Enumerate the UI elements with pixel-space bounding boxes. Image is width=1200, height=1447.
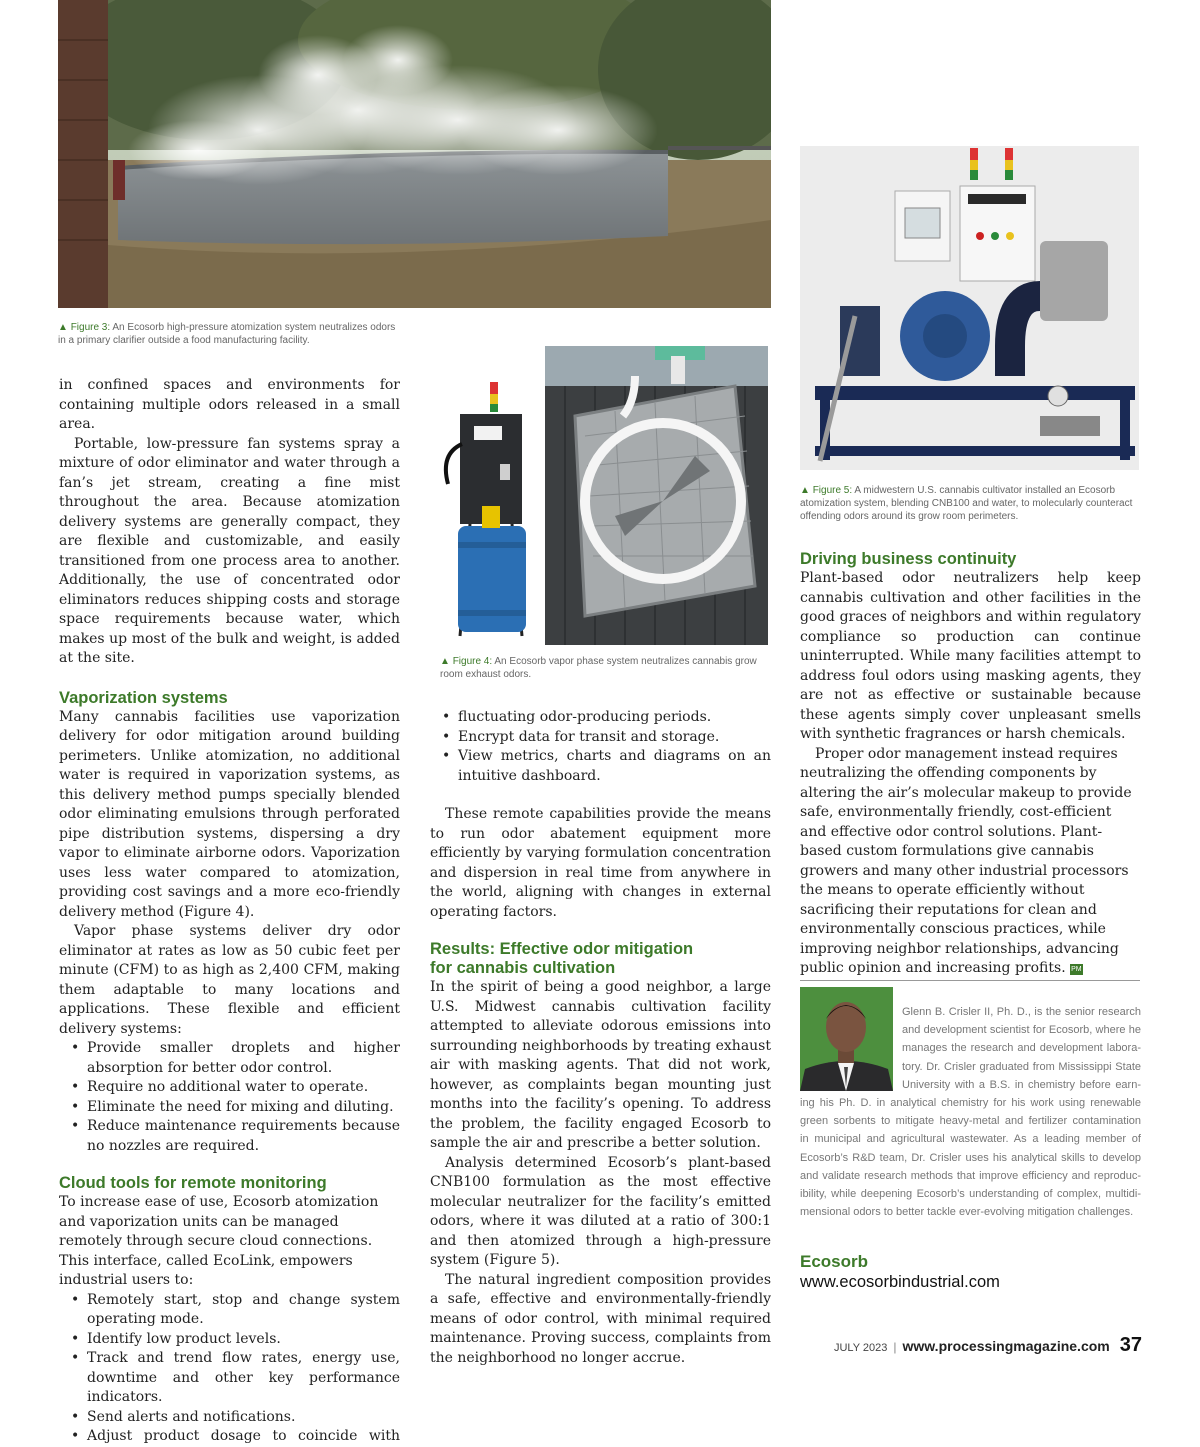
figure5-text: A midwestern U.S. cannabis cultivator installed an Ecosorb atomization system, blending CNB100 and water, to molecularly counteract offending odors around its grow room perimeters. [800,485,1133,522]
figure3-caption [58,321,398,347]
col2-paragraph-3: Analysis determined Ecosorb’s plant-based CNB100 formulation as the most effective molecular neutralizer for the facility’s emitted odors, where it was diluted at a ratio of 300:1 and then atomized through a high-pressure system (Figure 5). [430,1154,771,1268]
figure5-caption [800,484,1135,523]
bio-line: tory. Dr. Crisler graduated from Mississippi State [902,1060,1141,1073]
col2-paragraph-1: These remote capabilities provide the means to run odor abatement equipment more efficiently by varying formulation concentration and dispersion in real time from anywhere in the world, aligning with changes in external operating factors. [430,806,771,920]
list-item: • Provide smaller droplets and higher absorption for better odor control. [59,1039,400,1078]
col2-paragraph-2: In the spirit of being a good neighbor, a large U.S. Midwest cannabis cultivation facility attempted to alleviate odorous emissions into surrounding neighborhoods by treating exhaust air with masking agents. That did not work, however, as complaints began mounting just months into the facility’s opening. To address the problem, the facility engaged Ecosorb to sample the air and prescribe a better solution. [430,979,771,1151]
footer-separator: | [893,1340,897,1354]
list-item: • Track and trend flow rates, energy use, downtime and other key performance indicators. [59,1349,400,1408]
issue-date: JULY 2023 [833,1342,888,1354]
col2-paragraph-4: The natural ingredient composition provides a safe, effective and environmentally-friendly means of odor control, with minimal required maintenance. Proving success, complaints from the neighborhood no longer accrue. [430,1271,771,1366]
figure4-label: Figure 4: [452,656,493,667]
triangle-icon: ▲ [800,485,810,496]
list-item: • Identify low product levels. [59,1330,400,1350]
col3-paragraph-2 [800,745,1141,979]
list-item: • Encrypt data for transit and storage. [430,728,771,748]
col3-paragraph-1: Plant-based odor neutralizers help keep cannabis cultivation and other facilities in the good graces of neighbors and within regulatory compliance so production can continue uninterrupted. While many facilities attempt to address foul odors using masking agents, they are not as effective or sustainable because these agents simply cover unpleasant smells with synthetic fragrances or harsh chemicals. [800,570,1141,742]
heading-vaporization-systems: Vaporization systems [59,688,228,707]
list-item: • View metrics, charts and diagrams on an intuitive dashboard. [430,747,771,786]
company-url[interactable]: www.ecosorbindustrial.com [800,1273,1000,1291]
bio-line: University with a B.S. in chemistry before earn- [902,1078,1141,1091]
page-number: 37 [1119,1334,1142,1356]
bio-line: and development scientist for Ecosorb, where he [902,1024,1141,1037]
vapor-benefits-list [59,1039,400,1156]
col1-paragraph-4: Vapor phase systems deliver dry odor eliminator at rates as low as 50 cubic feet per minute (CFM) to as high as 2,400 CFM, making them adaptable to many locations and applications. These flexible and efficient delivery systems: [59,923,400,1037]
bio-line: in municipal and agricultural wastewater. As a leading member of [800,1133,1141,1146]
column-3 [800,550,1141,979]
figure4-photo-vapor-unit [430,374,536,644]
bio-line: and validate research methods that improve efficiency and reproduc- [800,1169,1141,1182]
bio-line: ing his Ph. D. in analytical chemistry for his work using renewable [800,1097,1141,1110]
col1-paragraph-3: Many cannabis facilities use vaporization delivery for odor mitigation around building perimeters. Unlike atomization, no additional water is required in vaporization systems, as this delivery method pumps specially blended odor eliminating emulsions through perforated pipe distribution systems, dispersing a dry vapor to eliminate airborne odors. Vaporization uses less water compared to atomization, providing cost savings and a more eco-friendly delivery method (Figure 4). [59,708,400,920]
figure5-label: Figure 5: [812,485,853,496]
col1-paragraph-1: in confined spaces and environments for containing multiple odors released in a small area. [59,377,400,432]
figure4-caption [440,655,775,681]
bio-divider [800,980,1140,981]
heading-driving-business-continuity: Driving business continuity [800,550,1017,568]
bio-line: Glenn B. Crisler II, Ph. D., is the senior research [902,1006,1141,1018]
ecolink-capabilities-list [59,1291,400,1447]
list-item: • Adjust product dosage to coincide with [59,1427,400,1447]
bio-line: mensional odors to better tackle ever-evolving mitigation challenges. [800,1206,1134,1219]
list-item: • Reduce maintenance requirements because no nozzles are required. [59,1117,400,1156]
list-item: • Send alerts and notifications. [59,1408,400,1428]
triangle-icon: ▲ [58,322,68,333]
figure3-label: Figure 3: [70,322,111,333]
bio-line: green sorbents to mitigate heavy-metal and fertilizer contamination [800,1115,1141,1128]
ecolink-capabilities-list-continued [430,708,771,786]
author-bio [800,1003,1141,1221]
company-name: Ecosorb [800,1252,869,1271]
bio-line: Ecosorb’s R&D team, Dr. Crisler uses his analytical skills to develop [800,1151,1141,1164]
page-footer [834,1334,1142,1357]
magazine-url[interactable]: www.processingmagazine.com [902,1338,1110,1354]
column-1 [59,376,400,1447]
column-2 [430,708,771,1368]
figure3-photo [58,0,771,308]
figure4-text: An Ecosorb vapor phase system neutralizes cannabis grow room exhaust odors. [440,656,757,680]
end-mark-icon: PM [1071,966,1082,973]
col1-paragraph-2: Portable, low-pressure fan systems spray a mixture of odor eliminator and water through a fan’s jet stream, creating a fine mist throughout the area. Because atomization delivery systems are generally compact, they are flexible and customizable, and easily transitioned from one process area to another. Additionally, the use of concentrated odor eliminators reduces shipping costs and storage space requirements because water, which makes up most of the bulk and weight, is added at the site. [59,435,400,666]
bio-line: manages the research and development labora- [902,1042,1141,1055]
heading-results-line-1: Results: Effective odor mitigation [430,940,694,958]
figure5-photo [800,146,1139,470]
figure4-photo-exhaust-fan [545,346,768,645]
heading-cloud-tools: Cloud tools for remote monitoring [59,1174,327,1192]
bio-line: ibility, while deepening Ecosorb’s understanding of complex, multidi- [800,1188,1141,1201]
col1-paragraph-5: To increase ease of use, Ecosorb atomization and vaporization units can be managed remotely through secure cloud connections. This interface, called EcoLink, empowers industrial users to: [59,1194,379,1288]
list-item: • fluctuating odor-producing periods. [430,708,771,728]
heading-results-line-2: for cannabis cultivation [430,959,616,977]
list-item: • Eliminate the need for mixing and diluting. [59,1098,400,1118]
list-item: • Remotely start, stop and change system operating mode. [59,1291,400,1330]
triangle-icon: ▲ [440,656,450,667]
figure3-text: An Ecosorb high-pressure atomization system neutralizes odors in a primary clarifier outside a food manufacturing facility. [58,322,396,346]
list-item: • Require no additional water to operate. [59,1078,400,1098]
col3-paragraph-2-text: Proper odor management instead requires neutralizing the offending components by altering the air’s molecular makeup to provide safe, environmentally friendly, cost-efficient and effective odor control solutions. Plant-based custom formulations give cannabis growers and many other industrial processors the means to operate efficiently without sacrificing their reputations for clean and environmentally conscious practices, while improving neighbor relationships, advancing public opinion and increasing profits. [800,745,1132,976]
